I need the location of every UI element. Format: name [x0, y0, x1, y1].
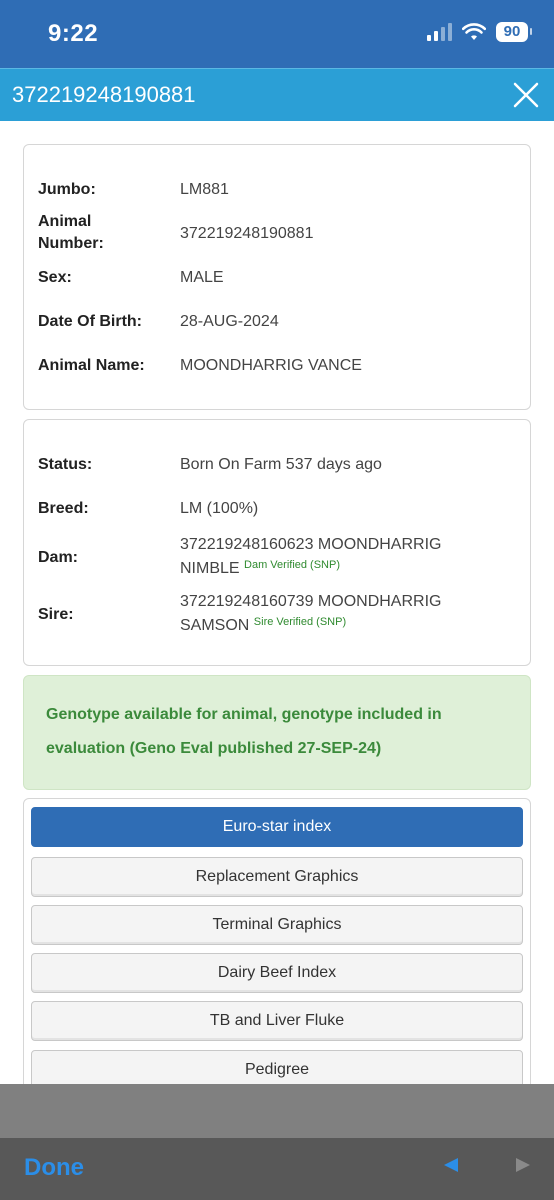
- close-icon[interactable]: [508, 77, 544, 113]
- done-button[interactable]: Done: [24, 1154, 84, 1181]
- animal-number-value: 372219248190881: [180, 225, 314, 242]
- sex-label: Sex:: [38, 269, 72, 286]
- sire-label: Sire:: [38, 606, 74, 623]
- content-area[interactable]: [0, 121, 554, 1084]
- previous-arrow-icon[interactable]: [444, 1158, 458, 1172]
- dob-value: 28-AUG-2024: [180, 313, 279, 330]
- title-bar: [0, 68, 554, 121]
- tb-liver-fluke-button[interactable]: TB and Liver Fluke: [31, 1001, 523, 1041]
- dam-label: Dam:: [38, 549, 79, 566]
- genotype-alert-line-1: Genotype available for animal, genotype included in: [46, 706, 442, 723]
- status-label: Status:: [38, 456, 93, 473]
- status-bar: [0, 0, 554, 68]
- animal-number-label-2: Number:: [38, 235, 104, 252]
- bottom-toolbar: [0, 1138, 554, 1200]
- dam-verified-badge: Dam Verified (SNP): [244, 559, 341, 571]
- terminal-graphics-button[interactable]: Terminal Graphics: [31, 905, 523, 945]
- animal-details-card: [23, 144, 531, 410]
- battery-icon: 90: [496, 22, 528, 42]
- status-icons: [427, 22, 528, 42]
- sire-name-end: SAMSON: [180, 617, 250, 634]
- dob-label: Date Of Birth:: [38, 313, 142, 330]
- wifi-icon: [462, 23, 486, 41]
- pedigree-button[interactable]: Pedigree: [31, 1050, 523, 1084]
- animal-number-label-1: Animal: [38, 213, 92, 230]
- dam-row: [38, 534, 518, 580]
- sire-row: [38, 591, 518, 637]
- dam-line-2: [180, 558, 520, 581]
- status-value: Born On Farm 537 days ago: [180, 456, 382, 473]
- dam-name-end: NIMBLE: [180, 560, 240, 577]
- breed-label: Breed:: [38, 500, 89, 517]
- jumbo-value: LM881: [180, 181, 229, 198]
- sire-line-1: 372219248160739 MOONDHARRIG: [180, 593, 442, 610]
- sex-value: MALE: [180, 269, 224, 286]
- replacement-graphics-button[interactable]: Replacement Graphics: [31, 857, 523, 897]
- animal-number-row: [38, 211, 518, 255]
- animal-info-card: [23, 419, 531, 666]
- signal-icon: [427, 23, 452, 41]
- dam-line-1: 372219248160623 MOONDHARRIG: [180, 536, 442, 553]
- animal-name-label: Animal Name:: [38, 357, 145, 374]
- page-title: 372219248190881: [12, 82, 196, 107]
- genotype-alert-line-2: evaluation (Geno Eval published 27-SEP-24): [46, 740, 382, 757]
- next-arrow-icon[interactable]: [516, 1158, 530, 1172]
- status-time: 9:22: [48, 20, 99, 47]
- sire-verified-badge: Sire Verified (SNP): [253, 616, 347, 628]
- report-menu: [23, 798, 531, 1084]
- breed-value: LM (100%): [180, 500, 259, 517]
- genotype-alert: [23, 675, 531, 790]
- dairy-beef-index-button[interactable]: Dairy Beef Index: [31, 953, 523, 993]
- euro-star-index-button[interactable]: Euro-star index: [31, 807, 523, 847]
- jumbo-label: Jumbo:: [38, 181, 96, 198]
- keyboard-accessory-bar: [0, 1084, 554, 1138]
- sire-line-2: [180, 615, 520, 638]
- animal-name-value: MOONDHARRIG VANCE: [180, 357, 362, 374]
